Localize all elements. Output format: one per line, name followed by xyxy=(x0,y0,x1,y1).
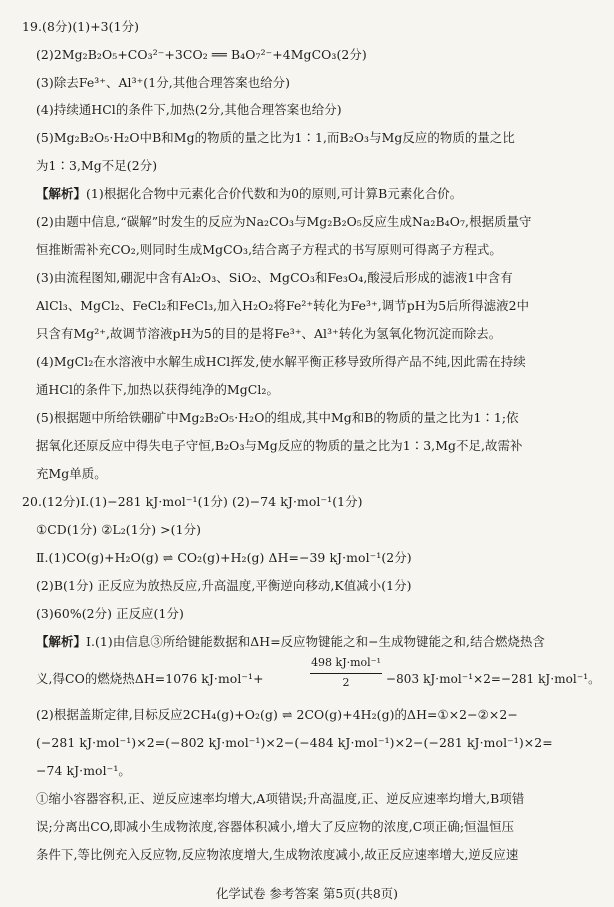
fraction-denominator: 2 xyxy=(342,676,350,689)
fraction-bar xyxy=(310,673,382,674)
q19-part4: (4)持续通HCl的条件下,加热(2分,其他合理答案也给分) xyxy=(36,102,342,117)
q19-analysis-3c: 只含有Mg²⁺,故调节溶液pH为5的目的是将Fe³⁺、Al³⁺转化为氢氧化物沉淀而除去。 xyxy=(36,326,502,341)
q19-analysis-3b: AlCl₃、MgCl₂、FeCl₂和FeCl₃,加入H₂O₂将Fe²⁺转化为Fe³⁺,调节pH为5后所得滤液2中 xyxy=(36,298,530,313)
q19-part5-line2: 为1∶3,Mg不足(2分) xyxy=(36,158,158,173)
q20-analysis-3c: 条件下,等比例充入反应物,反应物浓度增大,生成物浓度减小,故正反应速率增大,逆反应速 xyxy=(36,847,519,862)
q19-part2: (2)2Mg₂B₂O₅+CO₃²⁻+3CO₂ ══ B₄O₇²⁻+4MgCO₃(2分) xyxy=(36,47,367,62)
q20-analysis-2a: (2)根据盖斯定律,目标反应2CH₄(g)+O₂(g) ⇌ 2CO(g)+4H₂(g)的ΔH=①×2−②×2− xyxy=(36,707,518,722)
q19-header: 19.(8分)(1)+3(1分) xyxy=(22,19,140,34)
fraction-numerator: 498 kJ·mol⁻¹ xyxy=(311,656,381,669)
q20-analysis-1b-right: −803 kJ·mol⁻¹×2=−281 kJ·mol⁻¹。 xyxy=(386,671,601,686)
q20-analysis-2b: (−281 kJ·mol⁻¹)×2=(−802 kJ·mol⁻¹)×2−(−484 kJ·mol⁻¹)×2−(−281 kJ·mol⁻¹)×2= xyxy=(36,735,553,750)
q20-header: 20.(12分)Ⅰ.(1)−281 kJ·mol⁻¹(1分) (2)−74 kJ·mol⁻¹(1分) xyxy=(22,494,363,509)
q20-part1-sub: ①CD(1分) ②L₂(1分) >(1分) xyxy=(36,522,202,537)
q19-part3: (3)除去Fe³⁺、Al³⁺(1分,其他合理答案也给分) xyxy=(36,75,291,90)
q20-part2-3: (3)60%(2分) 正反应(1分) xyxy=(36,606,184,621)
q19-part5-line1: (5)Mg₂B₂O₅·H₂O中B和Mg的物质的量之比为1∶1,而B₂O₃与Mg反应的物质的量之比 xyxy=(36,130,515,145)
q20-analysis-3b: 误;分离出CO,即减小生成物浓度,容器体积减小,增大了反应物的浓度,C项正确;恒温恒压 xyxy=(36,819,515,834)
q19-analysis-3a: (3)由流程图知,硼泥中含有Al₂O₃、SiO₂、MgCO₃和Fe₃O₄,酸浸后形成的滤液1中含有 xyxy=(36,270,513,285)
q19-analysis-2a: (2)由题中信息,“碳解”时发生的反应为Na₂CO₃与Mg₂B₂O₅反应生成Na₂B₄O₇,根据质量守 xyxy=(36,214,532,229)
q20-part2-1: Ⅱ.(1)CO(g)+H₂O(g) ⇌ CO₂(g)+H₂(g) ΔH=−39 kJ·mol⁻¹(2分) xyxy=(36,550,412,565)
q19-analysis-5c: 充Mg单质。 xyxy=(36,466,107,481)
q19-analysis-5a: (5)根据题中所给铁硼矿中Mg₂B₂O₅·H₂O的组成,其中Mg和B的物质的量之比为1∶1;依 xyxy=(36,410,519,425)
q19-analysis-4b: 通HCl的条件下,加热以获得纯净的MgCl₂。 xyxy=(36,382,279,397)
q19-analysis-4a: (4)MgCl₂在水溶液中水解生成HCl挥发,使水解平衡正移导致所得产品不纯,因此需在持续 xyxy=(36,354,526,369)
q19-analysis-2b: 恒推断需补充CO₂,则同时生成MgCO₃,结合离子方程式的书写原则可得离子方程式。 xyxy=(36,242,502,257)
q19-analysis-5b: 据氧化还原反应中得失电子守恒,B₂O₃与Mg反应的物质的量之比为1∶3,Mg不足,故需补 xyxy=(36,438,523,453)
q20-analysis-2c: −74 kJ·mol⁻¹。 xyxy=(36,763,131,778)
q20-part2-2: (2)B(1分) 正反应为放热反应,升高温度,平衡逆向移动,K值减小(1分) xyxy=(36,578,412,593)
q20-analysis-1b-left: 义,得CO的燃烧热ΔH=1076 kJ·mol⁻¹+ xyxy=(36,671,264,686)
analysis-marker: 【解析】 xyxy=(36,186,86,201)
analysis-marker: 【解析】 xyxy=(36,634,86,649)
q19-analysis-1: 【解析】(1)根据化合物中元素化合价代数和为0的原则,可计算B元素化合价。 xyxy=(36,186,463,201)
page-footer: 化学试卷 参考答案 第5页(共8页) xyxy=(216,886,398,901)
q20-analysis-1a: 【解析】Ⅰ.(1)由信息③所给键能数据和ΔH=反应物键能之和−生成物键能之和,结合燃烧热含 xyxy=(36,634,546,649)
q20-analysis-3a: ①缩小容器容积,正、逆反应速率均增大,A项错误;升高温度,正、逆反应速率均增大,B项错 xyxy=(36,791,525,806)
